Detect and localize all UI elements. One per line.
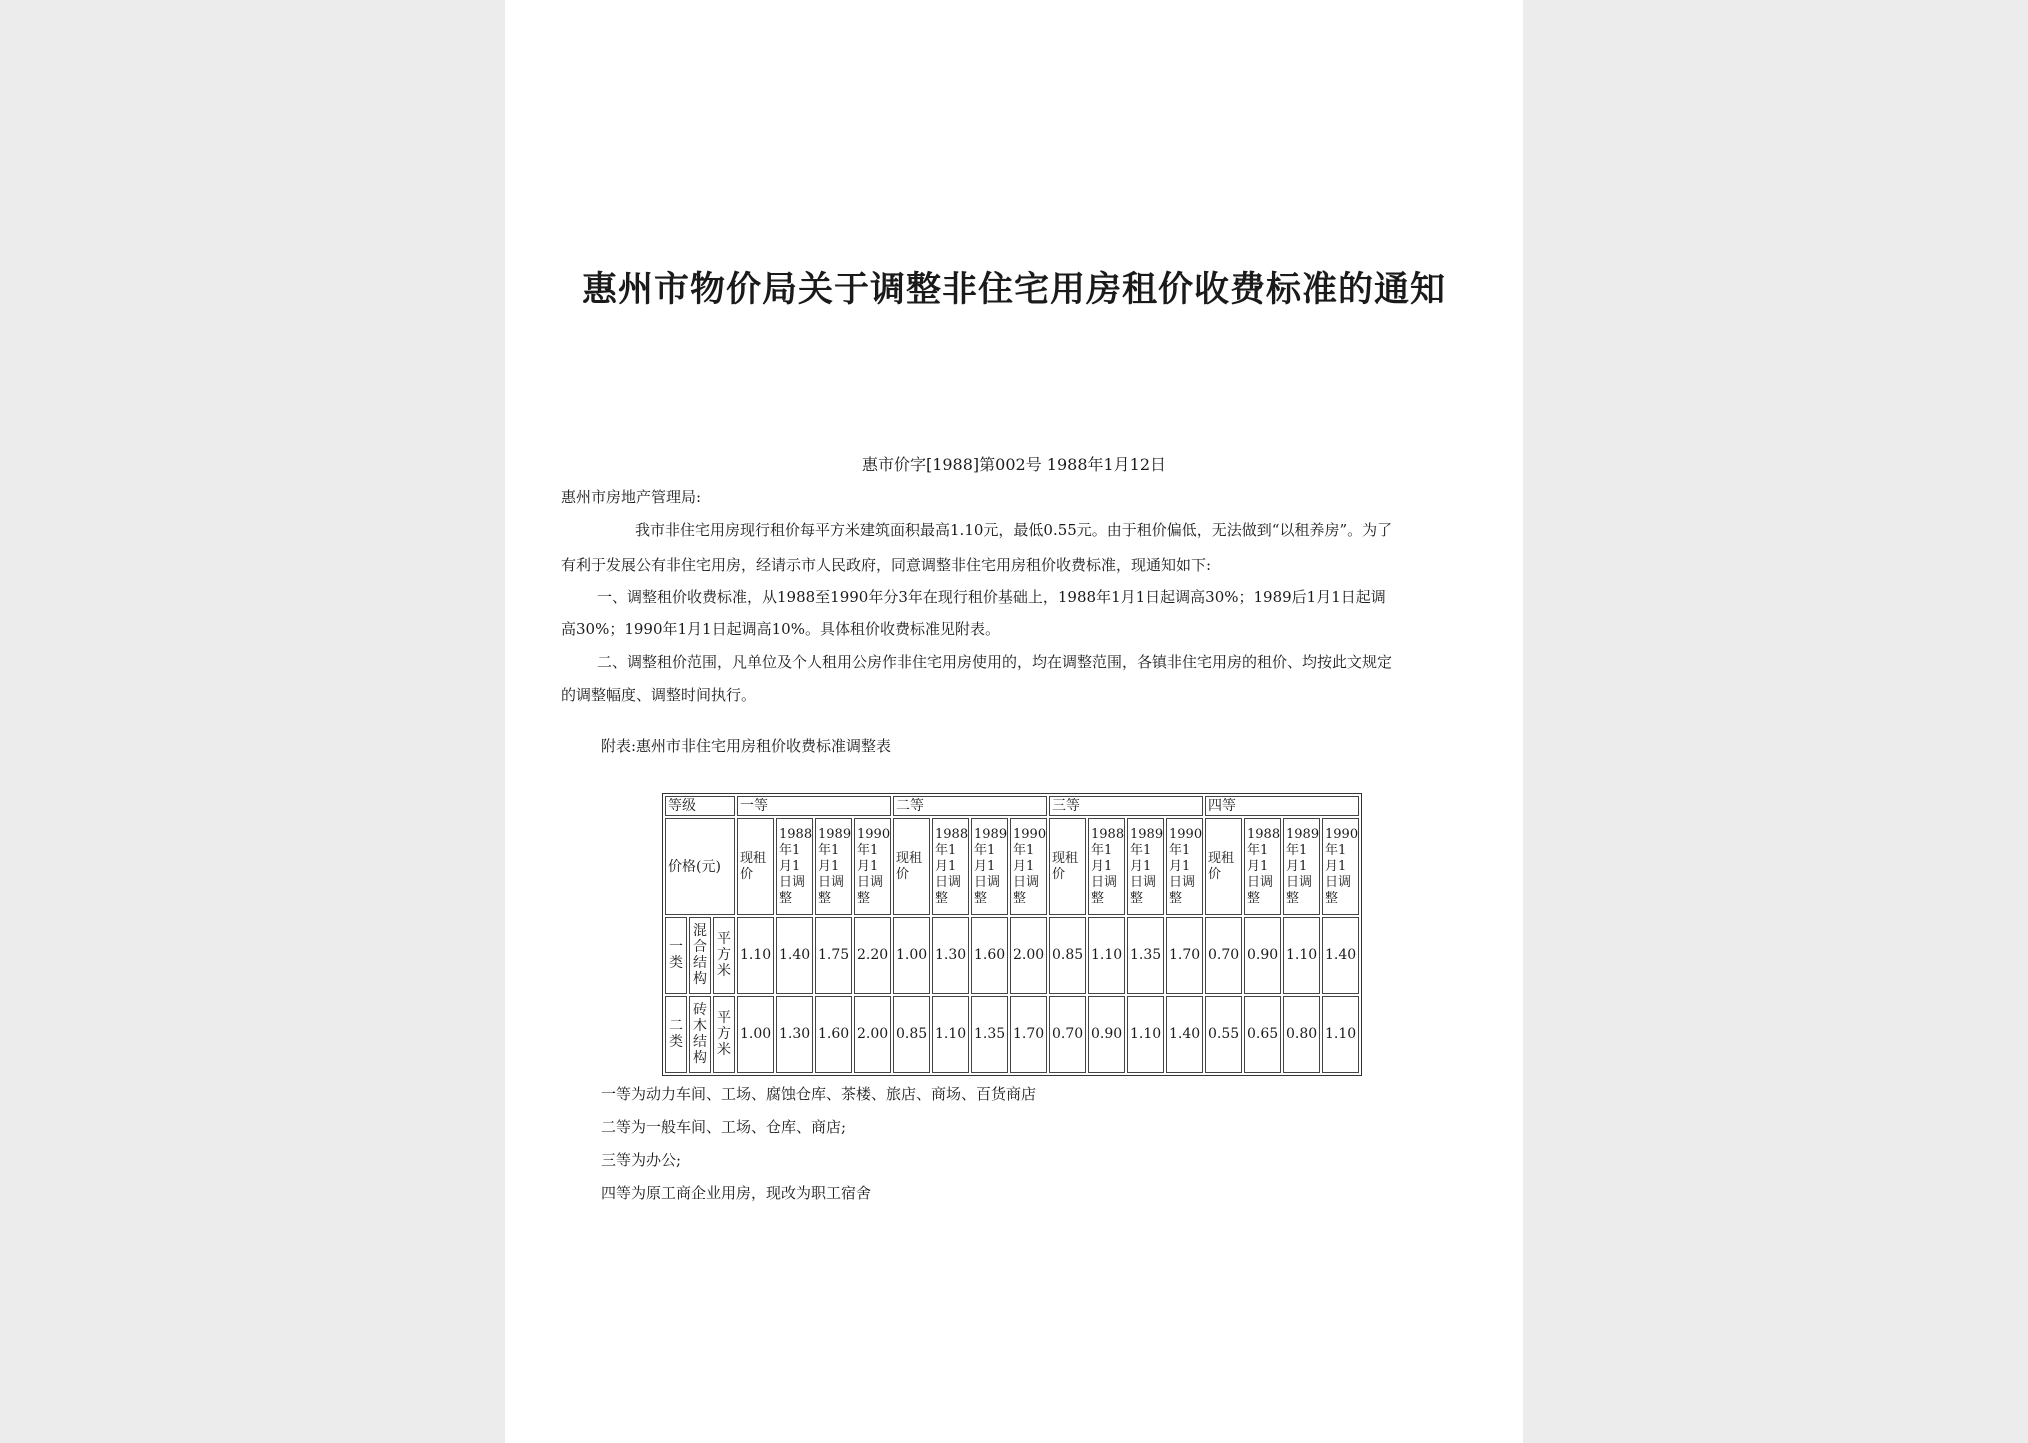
- subheader-cell: 现租价: [737, 818, 774, 914]
- paragraph-line: 一、调整租价收费标准，从1988至1990年分3年在现行租价基础上，1988年1月1日起调高30%；1989后1月1日起调: [597, 588, 1386, 606]
- document-page: [505, 0, 1523, 1443]
- unit-cell: 平方米: [713, 917, 735, 994]
- grade-corner-header: 等级: [665, 796, 735, 816]
- grade-note: 三等为办公;: [601, 1151, 682, 1169]
- paragraph-line: 我市非住宅用房现行租价每平方米建筑面积最高1.10元，最低0.55元。由于租价偏低，无法做到“以租养房”。为了: [635, 521, 1393, 539]
- subheader-cell: 1990年1月1日调整: [1010, 818, 1047, 914]
- price-cell: 2.00: [1010, 917, 1047, 994]
- subheader-cell: 现租价: [1205, 818, 1242, 914]
- price-cell: 1.30: [776, 996, 813, 1073]
- price-cell: 2.00: [854, 996, 891, 1073]
- paragraph-line: 的调整幅度、调整时间执行。: [561, 686, 757, 704]
- paragraph-line: 高30%；1990年1月1日起调高10%。具体租价收费标准见附表。: [561, 620, 1000, 638]
- grade-note: 四等为原工商企业用房，现改为职工宿舍: [601, 1184, 872, 1202]
- price-cell: 1.10: [1322, 996, 1359, 1073]
- price-cell: 1.35: [971, 996, 1008, 1073]
- price-cell: 2.20: [854, 917, 891, 994]
- price-cell: 1.40: [776, 917, 813, 994]
- table-row: [665, 917, 1359, 994]
- price-cell: 1.10: [737, 917, 774, 994]
- price-cell: 1.00: [737, 996, 774, 1073]
- addressee: 惠州市房地产管理局:: [561, 488, 702, 506]
- price-cell: 0.90: [1244, 917, 1281, 994]
- price-cell: 1.60: [815, 996, 852, 1073]
- paragraph-line: 有利于发展公有非住宅用房，经请示市人民政府，同意调整非住宅用房租价收费标准，现通知如下:: [561, 556, 1212, 574]
- structure-cell: 混合结构: [689, 917, 711, 994]
- subheader-cell: 1989年1月1日调整: [1127, 818, 1164, 914]
- price-cell: 1.40: [1322, 917, 1359, 994]
- price-cell: 1.70: [1166, 917, 1203, 994]
- price-cell: 1.60: [971, 917, 1008, 994]
- price-cell: 1.10: [1127, 996, 1164, 1073]
- grade-header: 三等: [1049, 796, 1203, 816]
- price-cell: 1.10: [1283, 917, 1320, 994]
- subheader-cell: 1990年1月1日调整: [1322, 818, 1359, 914]
- structure-cell: 砖木结构: [689, 996, 711, 1073]
- paragraph-line: 二、调整租价范围，凡单位及个人租用公房作非住宅用房使用的，均在调整范围，各镇非住宅用房的租价、均按此文规定: [597, 653, 1393, 671]
- price-cell: 1.10: [1088, 917, 1125, 994]
- class-cell: 二类: [665, 996, 687, 1073]
- subheader-cell: 现租价: [893, 818, 930, 914]
- subheader-cell: 1989年1月1日调整: [815, 818, 852, 914]
- price-cell: 0.70: [1205, 917, 1242, 994]
- price-cell: 1.40: [1166, 996, 1203, 1073]
- price-cell: 1.30: [932, 917, 969, 994]
- subheader-cell: 1990年1月1日调整: [854, 818, 891, 914]
- subheader-cell: 现租价: [1049, 818, 1086, 914]
- price-cell: 1.70: [1010, 996, 1047, 1073]
- grade-header: 一等: [737, 796, 891, 816]
- price-cell: 1.00: [893, 917, 930, 994]
- subheader-cell: 1989年1月1日调整: [1283, 818, 1320, 914]
- grade-note: 二等为一般车间、工场、仓库、商店;: [601, 1118, 847, 1136]
- price-cell: 0.85: [893, 996, 930, 1073]
- price-corner-header: 价格(元): [665, 818, 735, 914]
- class-cell: 一类: [665, 917, 687, 994]
- subheader-cell: 1990年1月1日调整: [1166, 818, 1203, 914]
- price-cell: 0.55: [1205, 996, 1242, 1073]
- grade-header: 四等: [1205, 796, 1359, 816]
- price-cell: 0.80: [1283, 996, 1320, 1073]
- price-cell: 0.85: [1049, 917, 1086, 994]
- subheader-cell: 1988年1月1日调整: [932, 818, 969, 914]
- price-cell: 0.90: [1088, 996, 1125, 1073]
- annex-title: 附表:惠州市非住宅用房租价收费标准调整表: [601, 737, 892, 755]
- grade-header: 二等: [893, 796, 1047, 816]
- price-cell: 0.70: [1049, 996, 1086, 1073]
- price-cell: 1.75: [815, 917, 852, 994]
- price-cell: 1.35: [1127, 917, 1164, 994]
- subheader-cell: 1988年1月1日调整: [1244, 818, 1281, 914]
- price-cell: 0.65: [1244, 996, 1281, 1073]
- unit-cell: 平方米: [713, 996, 735, 1073]
- subheader-cell: 1988年1月1日调整: [776, 818, 813, 914]
- grade-note: 一等为动力车间、工场、腐蚀仓库、茶楼、旅店、商场、百货商店: [601, 1085, 1037, 1103]
- price-cell: 1.10: [932, 996, 969, 1073]
- document-title: 惠州市物价局关于调整非住宅用房租价收费标准的通知: [581, 270, 1446, 310]
- table-row: [665, 996, 1359, 1073]
- subheader-cell: 1989年1月1日调整: [971, 818, 1008, 914]
- rent-standard-table: [662, 793, 1362, 1076]
- subheader-cell: 1988年1月1日调整: [1088, 818, 1125, 914]
- document-number: 惠市价字[1988]第002号 1988年1月12日: [861, 455, 1167, 474]
